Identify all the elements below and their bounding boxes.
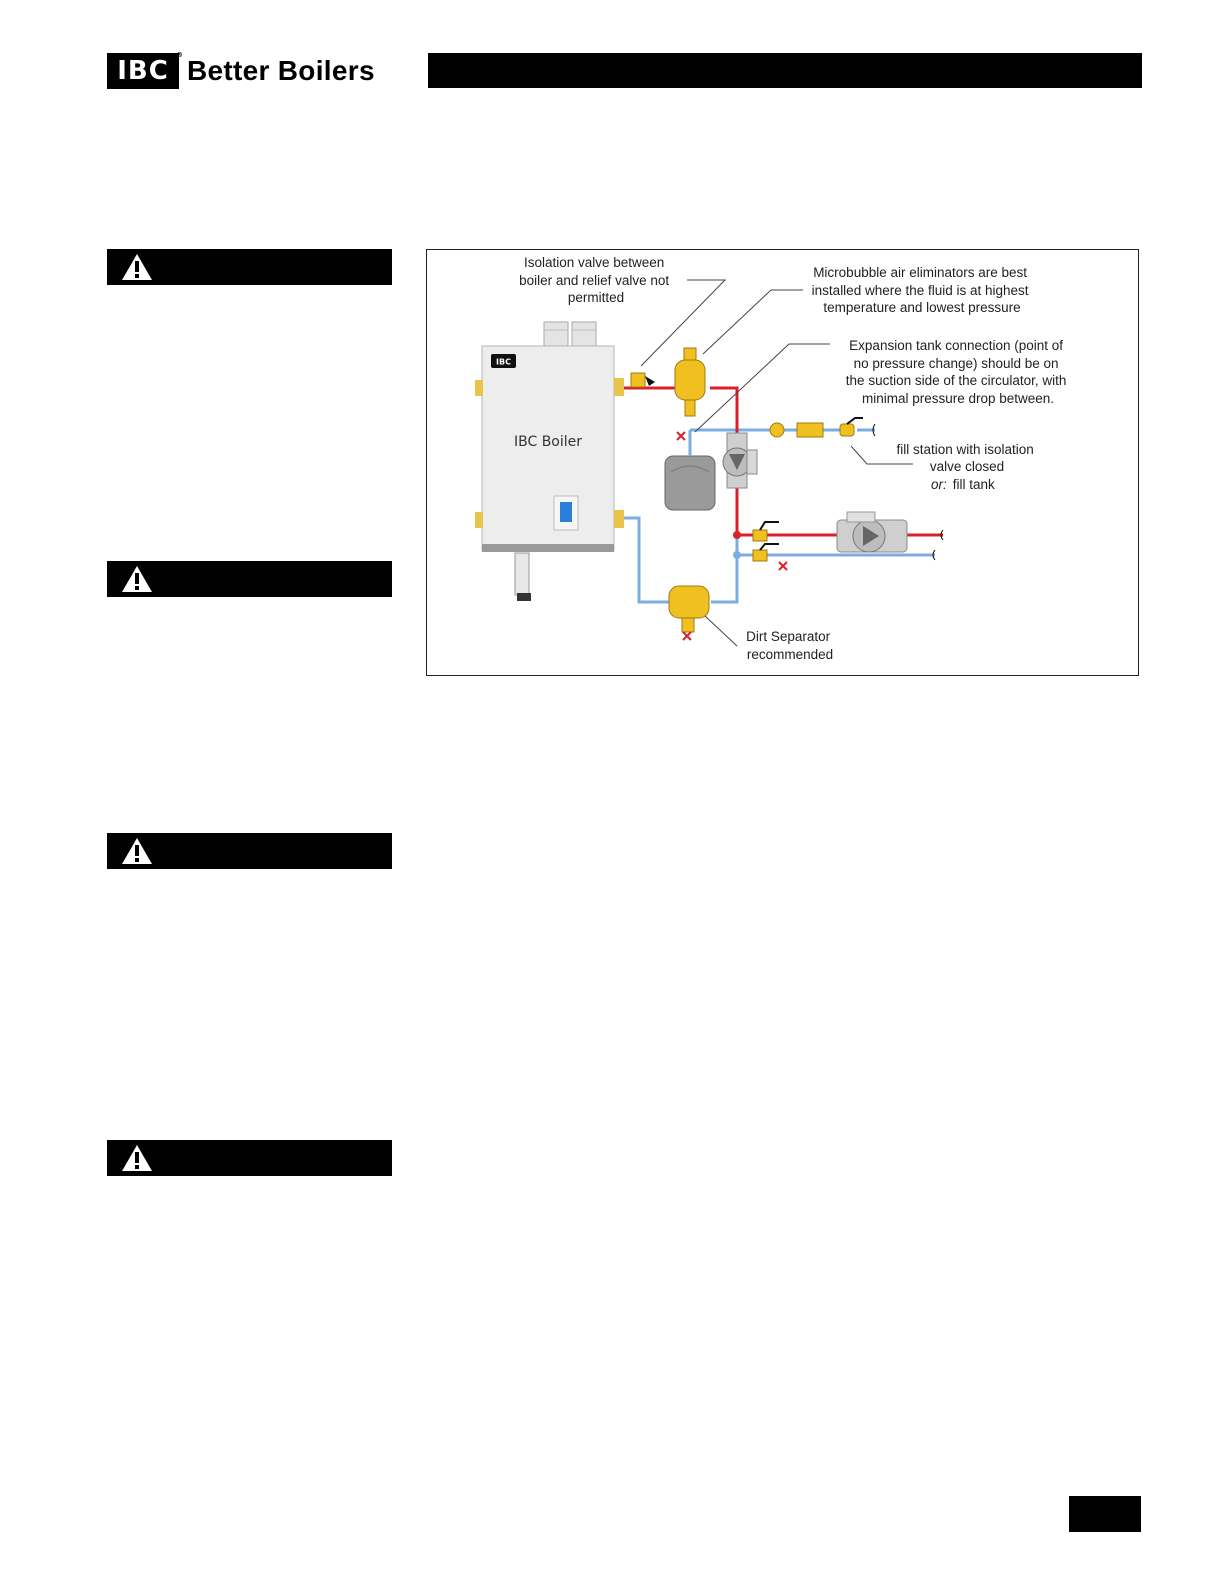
circulator-pump-icon	[723, 433, 757, 488]
callout-microbubble-line-3: temperature and lowest pressure	[823, 300, 1021, 315]
callout-fill-line-1: fill station with isolation	[896, 442, 1034, 457]
page-number-badge	[1069, 1496, 1141, 1532]
callout-isolation-valve	[519, 255, 673, 305]
fill-station-valves	[770, 418, 875, 437]
callout-expansion-line-1: Expansion tank connection (point of	[849, 338, 1064, 353]
brand-name: Better Boilers	[187, 55, 375, 86]
return-piping	[623, 430, 935, 602]
piping-diagram	[426, 249, 1139, 676]
zone-isolation-valves	[753, 522, 787, 570]
callout-expansion-line-3: the suction side of the circulator, with	[845, 373, 1067, 388]
callout-microbubble-line-2: installed where the fluid is at highest	[811, 283, 1029, 298]
dirt-separator-icon	[669, 586, 709, 640]
callout-expansion-line-2: no pressure change) should be on	[853, 356, 1059, 371]
callout-fill-line-2: valve closed	[929, 459, 1005, 474]
callout-dirt-separator	[746, 629, 834, 662]
boiler-vent-pipes	[544, 322, 596, 348]
warning-triangle-icon	[121, 253, 153, 281]
callout-isolation-line-2: boiler and relief valve not	[519, 273, 670, 288]
callout-microbubble-line-1: Microbubble air eliminators are best	[813, 265, 1028, 280]
ibc-logo-mark	[107, 51, 184, 89]
callout-microbubble	[812, 265, 1033, 315]
callout-fill-alt-prefix: or:	[931, 477, 947, 492]
logo-mark-text: IBC	[117, 56, 169, 86]
brand-logo	[107, 53, 375, 89]
header-title-bar	[428, 53, 1142, 88]
callout-fill-alt-text: fill tank	[952, 477, 995, 492]
warning-triangle-icon	[121, 1144, 153, 1172]
expansion-tank-icon	[665, 446, 715, 510]
piping-diagram-svg	[427, 250, 1140, 677]
callout-expansion-line-4: minimal pressure drop between.	[861, 391, 1055, 406]
logo-registered-mark: ®	[176, 51, 184, 59]
callout-dirt-line-2: recommended	[746, 647, 834, 662]
callout-isolation-line-3: permitted	[567, 290, 625, 305]
warning-bar-1	[107, 249, 392, 285]
condensate-drain	[515, 553, 529, 595]
callout-expansion-tank	[846, 338, 1070, 406]
warning-bar-2	[107, 561, 392, 597]
warning-triangle-icon	[121, 837, 153, 865]
boiler-display-screen	[560, 502, 572, 522]
air-eliminator-icon	[675, 348, 705, 416]
warning-bar-3	[107, 833, 392, 869]
callout-dirt-line-1: Dirt Separator	[746, 629, 831, 644]
boiler-unit	[475, 346, 614, 601]
callout-isolation-line-1: Isolation valve between	[523, 255, 665, 270]
warning-bar-4	[107, 1140, 392, 1176]
relief-valve-icon	[631, 373, 655, 387]
boiler-badge-text: IBC	[496, 357, 511, 367]
boiler-name: IBC Boiler	[513, 434, 583, 450]
warning-triangle-icon	[121, 565, 153, 593]
callout-fill-station	[896, 442, 1037, 474]
callout-fill-alt	[931, 477, 995, 492]
